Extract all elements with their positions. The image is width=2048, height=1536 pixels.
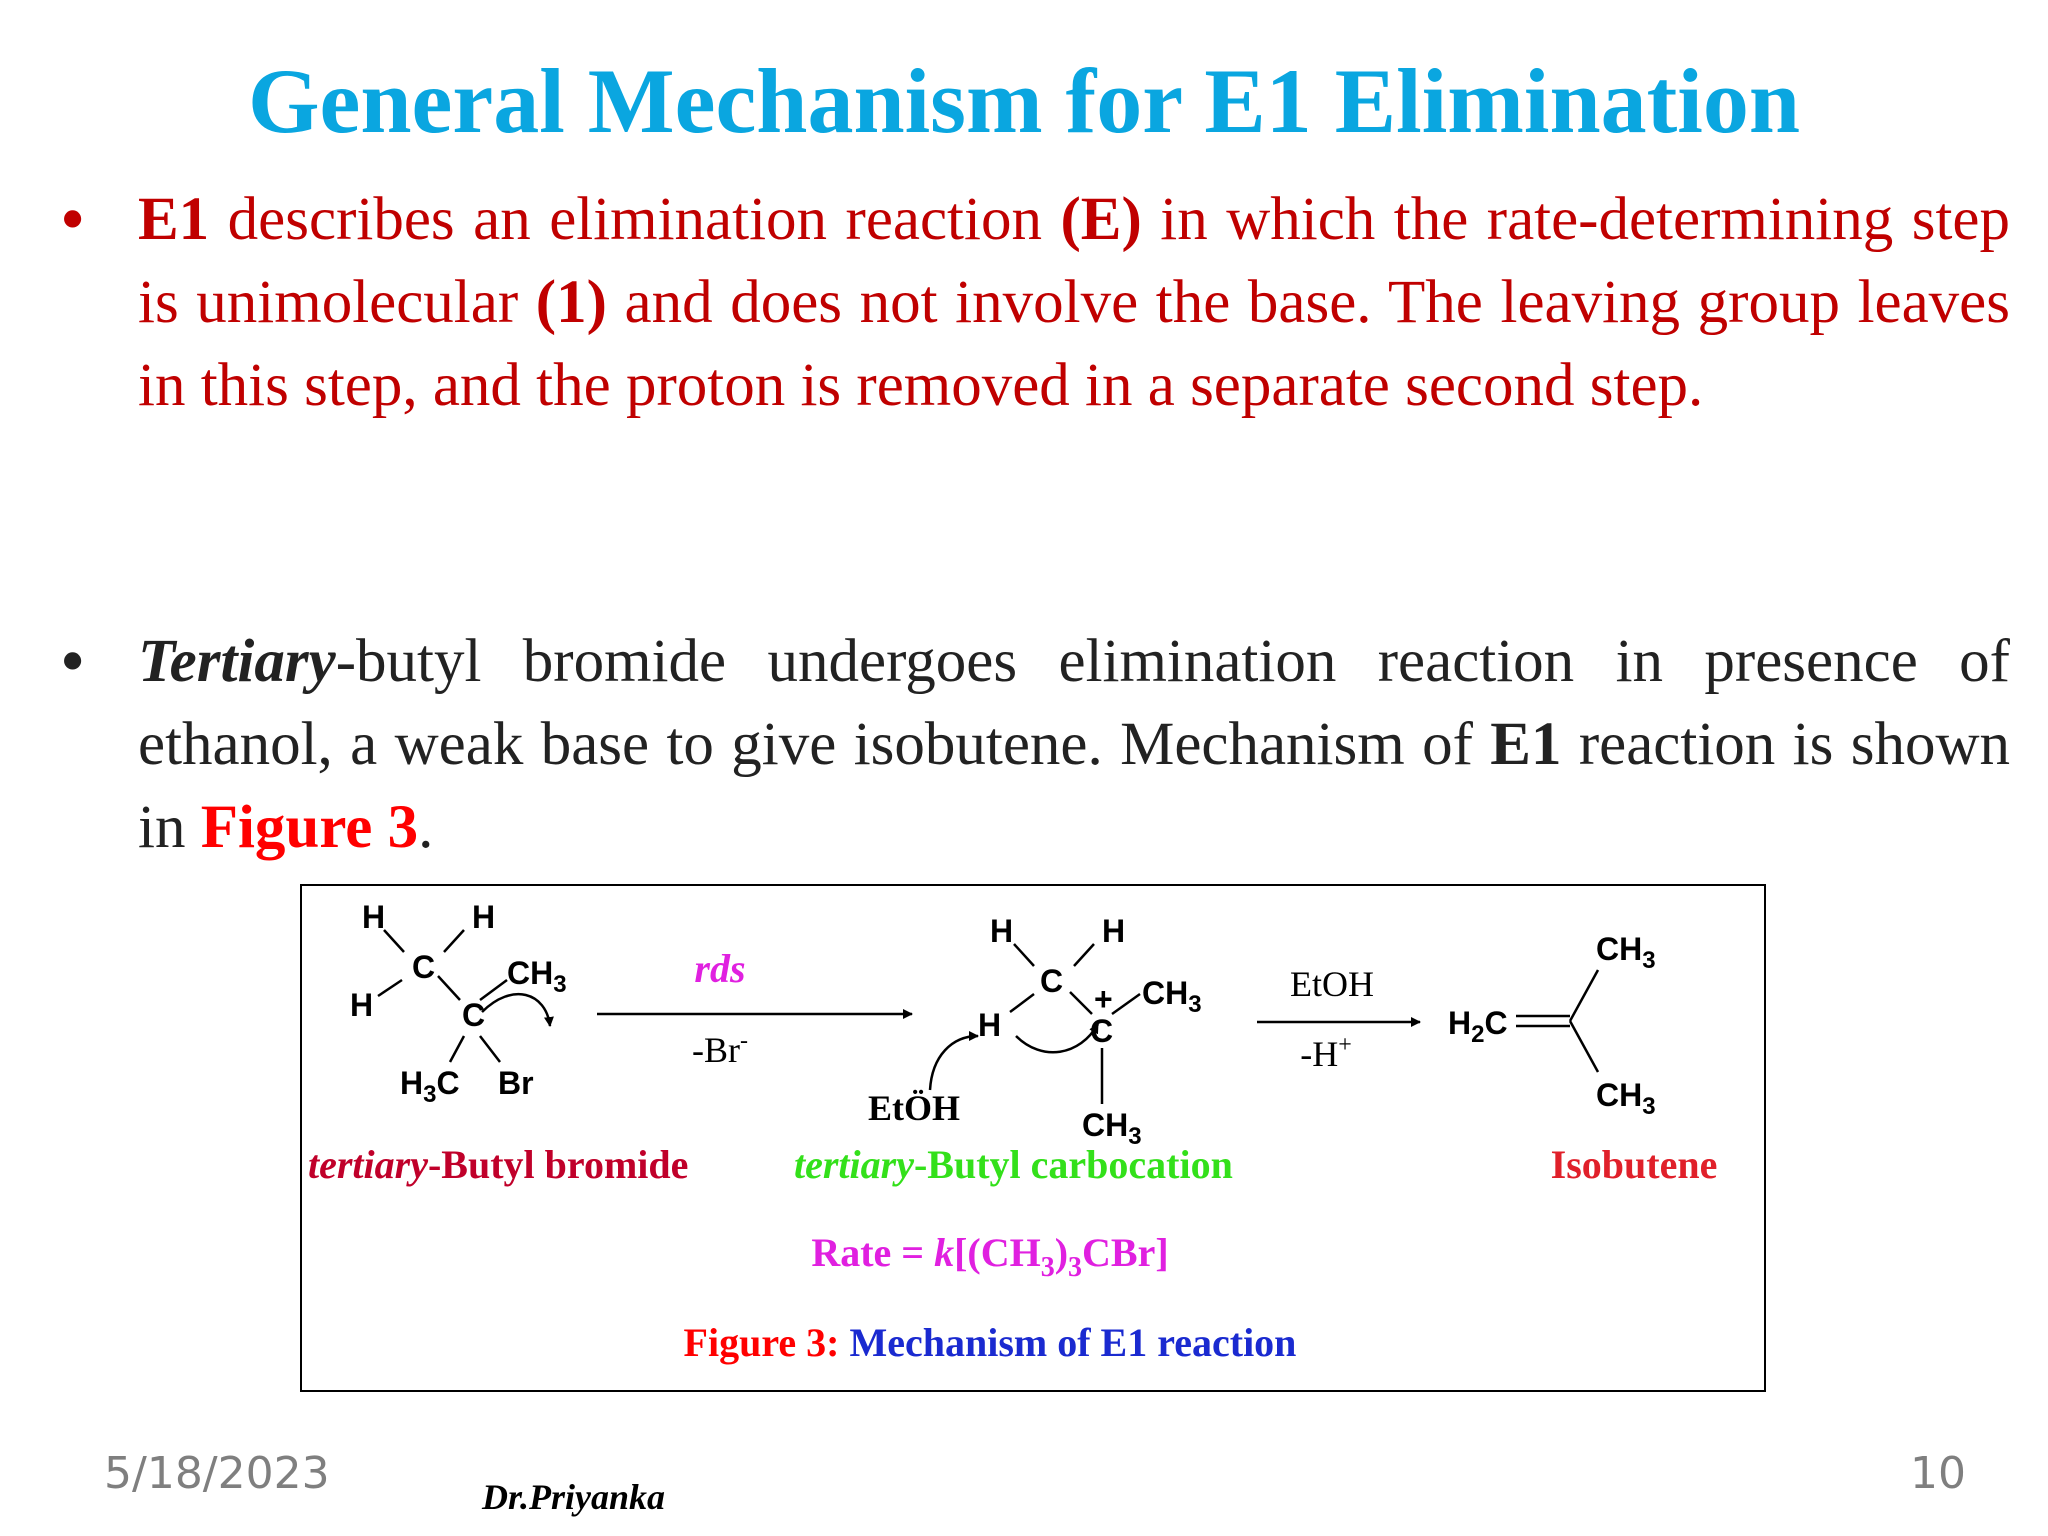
bond bbox=[1014, 944, 1034, 966]
bond bbox=[1074, 944, 1094, 966]
para2-text-2: reaction is shown in bbox=[138, 711, 2010, 861]
term-e1-2: E1 bbox=[1490, 711, 1562, 778]
atom-h: H bbox=[1102, 913, 1126, 949]
figure-3-box bbox=[300, 884, 1766, 1392]
footer-page-number: 10 bbox=[1910, 1448, 1966, 1499]
group-ch3: $CH_3$ bbox=[1082, 1107, 1142, 1150]
bond bbox=[1112, 994, 1140, 1014]
bond bbox=[1070, 992, 1092, 1014]
reactant-structure bbox=[350, 899, 567, 1108]
curved-arrow-base-attack bbox=[930, 1036, 978, 1090]
bond bbox=[384, 930, 404, 952]
atom-h-beta: H bbox=[978, 1007, 1002, 1043]
footer-date: 5/18/2023 bbox=[104, 1448, 330, 1499]
bond bbox=[438, 976, 460, 1000]
footer-author: Dr.Priyanka bbox=[482, 1477, 666, 1517]
bond bbox=[1010, 994, 1034, 1012]
curved-arrow-br-leaving bbox=[482, 994, 550, 1026]
rate-law: Rate = $k[(CH_3)_3CBr]$ bbox=[811, 1230, 1169, 1283]
bond bbox=[444, 930, 464, 952]
term-e1: E1 bbox=[138, 186, 210, 253]
bond bbox=[378, 980, 402, 996]
bullet-1: • bbox=[60, 179, 86, 259]
bond bbox=[1570, 970, 1598, 1021]
term-e: (E) bbox=[1060, 186, 1142, 253]
arrow2-reagent: EtOH bbox=[1290, 964, 1374, 1004]
curved-arrow-bond-shift bbox=[1016, 1024, 1098, 1052]
para2-text-1: -butyl bromide undergoes elimination reaction in presence of ethanol, a weak base to give isobutene. Mechanism of bbox=[138, 628, 2010, 778]
reaction-arrow-2 bbox=[1257, 964, 1420, 1074]
paragraph-e1-definition bbox=[138, 178, 2010, 427]
bullet-2: • bbox=[60, 621, 86, 701]
atom-c: C bbox=[1040, 963, 1064, 999]
atom-h: H bbox=[472, 899, 496, 935]
group-h3c: $H_3C$ bbox=[400, 1065, 460, 1108]
term-1: (1) bbox=[535, 269, 607, 336]
para1-text-3: and does not involve the base. The leaving group leaves in this step, and the proton is removed in a separate second step. bbox=[138, 269, 2010, 419]
group-ch3: $CH_3$ bbox=[507, 955, 567, 998]
atom-h: H bbox=[362, 899, 386, 935]
group-h2c: $H_2C$ bbox=[1448, 1005, 1508, 1048]
arrow2-condition: -H+ bbox=[1300, 1032, 1352, 1074]
slide-title: General Mechanism for E1 Elimination bbox=[247, 50, 1800, 152]
arrow1-rds-label: rds bbox=[694, 946, 746, 991]
atom-c-cation: C bbox=[1090, 1013, 1114, 1049]
label-product: Isobutene bbox=[1550, 1142, 1718, 1187]
label-intermediate: tertiary-Butyl carbocation bbox=[794, 1142, 1233, 1187]
paragraph-tbutyl-bromide bbox=[138, 620, 2010, 869]
atom-br: Br bbox=[498, 1065, 534, 1101]
figure-3-reference: Figure 3 bbox=[200, 794, 419, 861]
positive-charge: + bbox=[1094, 981, 1113, 1017]
group-ch3: $CH_3$ bbox=[1142, 975, 1202, 1018]
label-reactant: tertiary-Butyl bromide bbox=[308, 1142, 689, 1187]
product-structure bbox=[1448, 931, 1656, 1120]
group-ch3: $CH_3$ bbox=[1596, 1077, 1656, 1120]
atom-h: H bbox=[350, 987, 374, 1023]
bond bbox=[1570, 1021, 1598, 1072]
atom-c: C bbox=[412, 949, 436, 985]
term-tertiary: Tertiary bbox=[138, 628, 336, 695]
group-ch3: $CH_3$ bbox=[1596, 931, 1656, 974]
para1-text-2: in which the rate-determining step is unimolecular bbox=[138, 186, 2010, 336]
reaction-arrow-1 bbox=[597, 946, 912, 1070]
para1-text-1: describes an elimination reaction bbox=[209, 186, 1061, 253]
arrow1-condition: -Br- bbox=[692, 1028, 748, 1070]
para2-text-3: . bbox=[418, 794, 434, 861]
figure-caption: Figure 3: Mechanism of E1 reaction bbox=[683, 1320, 1297, 1365]
bond bbox=[450, 1036, 464, 1062]
e1-mechanism-diagram bbox=[302, 886, 1764, 1390]
atom-c: C bbox=[462, 997, 486, 1033]
intermediate-structure bbox=[868, 913, 1202, 1150]
atom-h: H bbox=[990, 913, 1014, 949]
bond bbox=[480, 1036, 500, 1062]
base-etoh: EtÖH bbox=[868, 1088, 961, 1128]
